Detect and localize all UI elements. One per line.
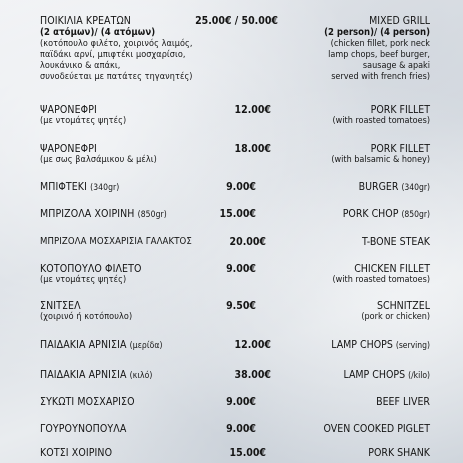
price: 20.00€ (229, 236, 266, 248)
price: 9.00€ (226, 263, 256, 275)
price: 9.00€ (226, 423, 256, 435)
english-desc-line: (pork or chicken) (361, 312, 430, 322)
english-name: LAMP CHOPS (331, 339, 393, 351)
greek-column (40, 447, 218, 459)
english-weight: (850gr) (401, 210, 430, 220)
greek-name: ΜΠΡΙΖΟΛΑ ΧΟΙΡΙΝΗ (40, 208, 135, 220)
greek-name: ΠΑΙΔΑΚΙΑ ΑΡΝΙΣΙΑ (40, 339, 127, 351)
greek-column (40, 143, 218, 166)
english-portions: (2 person)/ (4 person) (324, 27, 430, 38)
english-column (255, 208, 430, 221)
price: 12.00€ (234, 339, 271, 351)
greek-desc-line: (με σως βαλσάμικου & μέλι) (40, 155, 157, 165)
english-column (255, 396, 430, 408)
english-desc-line: (with roasted tomatoes) (332, 116, 430, 126)
greek-name: ΠΟΙΚΙΛΙΑ ΚΡΕΑΤΩΝ (40, 15, 131, 27)
english-column (255, 236, 430, 248)
english-name: OVEN COOKED PIGLET (323, 423, 430, 435)
english-column (255, 143, 430, 166)
english-desc-line: (chicken fillet, pork neck (330, 38, 430, 49)
greek-name: ΣΥΚΩΤΙ ΜΟΣΧΑΡΙΣΟ (40, 396, 135, 408)
greek-name: ΠΑΙΔΑΚΙΑ ΑΡΝΙΣΙΑ (40, 369, 127, 381)
greek-name: ΨΑΡΟΝΕΦΡΙ (40, 104, 97, 116)
english-name: BURGER (358, 181, 399, 193)
english-weight: (/kilo) (408, 371, 430, 381)
english-name: T-BONE STEAK (362, 236, 430, 248)
price: 15.00€ (229, 447, 266, 459)
english-column (255, 181, 430, 194)
price: 25.00€ / 50.00€ (195, 15, 278, 27)
greek-desc-line: λουκάνικο & απάκι, (40, 60, 121, 71)
price: 38.00€ (234, 369, 271, 381)
greek-name: ΓΟΥΡΟΥΝΟΠΟΥΛΑ (40, 423, 127, 435)
english-name: LAMP CHOPS (343, 369, 406, 381)
english-desc-line: (with roasted tomatoes) (332, 275, 430, 285)
greek-column (40, 104, 218, 127)
english-desc-line: lamp chops, beef burger, (328, 49, 430, 60)
english-weight: (340gr) (401, 183, 430, 193)
greek-desc-line: (κοτόπουλο φιλέτο, χοιρινός λαιμός, (40, 38, 193, 49)
price: 12.00€ (234, 104, 271, 116)
english-name: BEEF LIVER (376, 396, 430, 408)
greek-name: ΜΠΡΙΖΟΛΑ ΜΟΣΧΑΡΙΣΙΑ ΓΑΛΑΚΤΟΣ (40, 236, 192, 247)
price: 9.00€ (226, 181, 256, 193)
english-name: PORK CHOP (342, 208, 399, 220)
greek-column (40, 339, 218, 352)
english-name: PORK FILLET (370, 104, 430, 116)
greek-column (40, 236, 218, 248)
greek-portions: (2 ατόμων)/ (4 ατόμων) (40, 27, 156, 38)
english-column (255, 423, 430, 435)
greek-weight: (μερίδα) (129, 341, 163, 351)
greek-desc-line: (χοιρινό ή κοτόπουλο) (40, 312, 133, 322)
english-column (255, 339, 430, 352)
english-column (255, 263, 430, 286)
english-desc-line: sausage & apaki (362, 60, 430, 71)
english-name: PORK SHANK (368, 447, 430, 459)
english-column (255, 447, 430, 459)
greek-weight: (κιλό) (129, 371, 153, 381)
english-name: SCHNITZEL (376, 300, 430, 312)
greek-name: ΣΝΙΤΣΕΛ (40, 300, 81, 312)
price: 15.00€ (219, 208, 256, 220)
english-desc-line: (with balsamic & honey) (331, 155, 430, 165)
greek-name: ΚΟΤΣΙ ΧΟΙΡΙΝΟ (40, 447, 113, 459)
english-column (255, 300, 430, 323)
english-column (255, 15, 430, 83)
english-desc-line: served with french fries) (331, 71, 430, 82)
english-column (255, 104, 430, 127)
english-name: PORK FILLET (370, 143, 430, 155)
greek-desc-line: (με ντομάτες ψητές) (40, 275, 127, 285)
price: 9.00€ (226, 396, 256, 408)
english-name: MIXED GRILL (369, 15, 430, 27)
greek-desc-line: συνοδεύεται με πατάτες τηγανητές) (40, 71, 193, 82)
english-column (255, 369, 430, 382)
greek-desc-line: (με ντομάτες ψητές) (40, 116, 127, 126)
english-name: CHICKEN FILLET (354, 263, 430, 275)
price: 9.50€ (226, 300, 256, 312)
greek-name: ΨΑΡΟΝΕΦΡΙ (40, 143, 97, 155)
price: 18.00€ (234, 143, 271, 155)
greek-desc-line: παϊδάκι αρνί, μπιφτέκι μοσχαρίσιο, (40, 49, 186, 60)
greek-column (40, 369, 218, 382)
greek-weight: (850gr) (137, 210, 167, 220)
english-weight: (serving) (395, 341, 430, 351)
greek-name: ΚΟΤΟΠΟΥΛΟ ΦΙΛΕΤΟ (40, 263, 142, 275)
greek-weight: (340gr) (90, 183, 120, 193)
greek-name: ΜΠΙΦΤΕΚΙ (40, 181, 87, 193)
